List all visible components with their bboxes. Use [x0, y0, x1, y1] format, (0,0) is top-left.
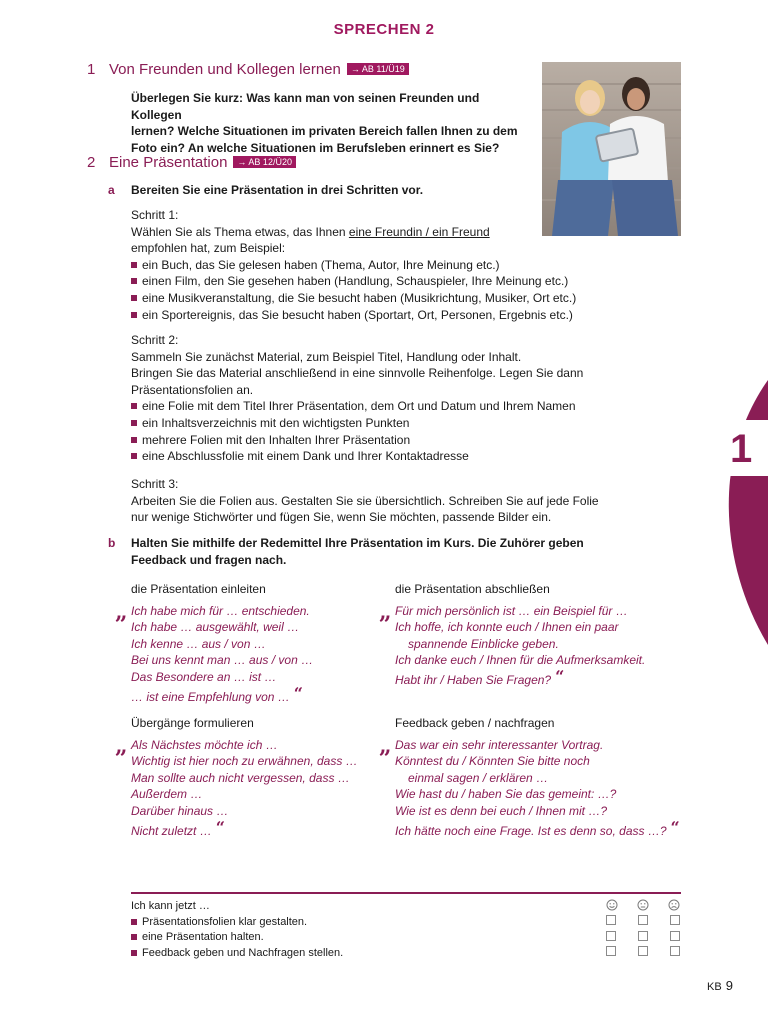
phrase: Ich danke euch / Ihnen für die Aufmerksamkeit. [395, 653, 646, 668]
list-item: Präsentationsfolien klar gestalten. [131, 915, 343, 931]
neutral-face-icon [637, 899, 649, 911]
phrase-group-heading: die Präsentation einleiten [131, 582, 266, 596]
step-1-bullets [131, 257, 601, 323]
phrase: Wichtig ist hier noch zu erwähnen, dass … [131, 754, 358, 769]
checkbox[interactable] [670, 915, 680, 925]
list-item: mehrere Folien mit den Inhalten Ihrer Präsentation [131, 432, 611, 449]
section-1-number: 1 [87, 61, 96, 78]
section-1-heading [87, 62, 409, 79]
list-item: ein Buch, das Sie gelesen haben (Thema, Autor, Ihre Meinung etc.) [131, 257, 601, 274]
quote-open-icon: „ [115, 598, 128, 625]
phrase: Könntest du / Könnten Sie bitte noch [395, 754, 590, 769]
phrase: Wie ist es denn bei euch / Ihnen mit …? [395, 803, 608, 818]
phrase-list [115, 732, 381, 840]
phrase-group-conclude [379, 581, 675, 689]
chapter-tab-shape [725, 380, 768, 645]
smiley-header-row [606, 897, 680, 913]
phrase: Habt ihr / Haben Sie Fragen? [395, 672, 552, 687]
checkbox[interactable] [670, 931, 680, 941]
phrase: einmal sagen / erklären … [408, 770, 549, 785]
step-2: Schritt 2: Sammeln Sie zunächst Material, zum Beispiel Titel, Handlung oder Inhalt. Bringen Sie das Material anschließend in eine sinnvolle Reihenfolge. Legen Sie dann Präsentationsfolien an. eine Folie mit dem Titel Ihrer Präsentation, dem Ort und Datum und Ihrem Namen ein Inhaltsverzeichnis mit den wichtigsten Punkten mehrere Folien mit den Inhalten Ihrer Präsentation eine Abschlussfolie mit einem Dank und Ihrer Kontaktadresse [131, 332, 611, 465]
phrase: … ist eine Empfehlung von … [131, 689, 290, 704]
section-1-title: Von Freunden und Kollegen lernen [109, 61, 341, 78]
list-item: eine Abschlussfolie mit einem Dank und Ihrer Kontaktadresse [131, 448, 611, 465]
can-do-list [131, 899, 343, 961]
task-b-letter: b [108, 536, 116, 550]
page-title: SPRECHEN 2 [333, 21, 435, 38]
phrase: Wie hast du / haben Sie das gemeint: …? [395, 787, 617, 802]
task-b-instruction: Halten Sie mithilfe der Redemittel Ihre Präsentation im Kurs. Die Zuhörer geben Feedback und fragen nach. [131, 536, 584, 567]
quote-close-icon: “ [555, 666, 565, 686]
phrase-list [115, 598, 381, 706]
quote-close-icon: “ [293, 683, 303, 703]
phrase: spannende Einblicke geben. [408, 636, 559, 651]
phrase: Als Nächstes möchte ich … [131, 737, 278, 752]
phrase: Ich habe … ausgewählt, weil … [131, 620, 300, 635]
section-1-text: Überlegen Sie kurz: Was kann man von seinen Freunden und Kollegen lernen? Welche Situationen im privaten Bereich fallen Ihnen zu dem Foto ein? An welche Situationen im Berufsleben erinnert es Sie? [131, 91, 518, 155]
step-1 [131, 207, 601, 323]
list-item: einen Film, den Sie gesehen haben (Handlung, Schauspieler, Ihre Meinung etc.) [131, 273, 601, 290]
quote-open-icon: „ [379, 732, 392, 759]
phrase-group-transitions [115, 715, 381, 839]
checkbox[interactable] [606, 946, 616, 956]
list-item: eine Musikveranstaltung, die Sie besucht haben (Musikrichtung, Musiker, Ort etc.) [131, 290, 601, 307]
section-2-heading [87, 155, 296, 172]
sad-face-icon [668, 899, 680, 911]
quote-close-icon: “ [215, 817, 225, 837]
phrase: Für mich persönlich ist … ein Beispiel für … [395, 603, 628, 618]
phrase-group-introduce [115, 581, 381, 705]
can-do-intro: Ich kann jetzt … [131, 900, 210, 912]
phrase: Außerdem … [131, 787, 203, 802]
list-item: ein Sportereignis, das Sie besucht haben (Sportart, Ort, Personen, Ergebnis etc.) [131, 307, 601, 324]
list-item: eine Präsentation halten. [131, 930, 343, 946]
list-item: eine Folie mit dem Titel Ihrer Präsentation, dem Ort und Datum und Ihrem Namen [131, 398, 611, 415]
chapter-number: 1 [730, 427, 753, 471]
step-2-title: Schritt 2: [131, 333, 179, 347]
section-2-number: 2 [87, 154, 96, 171]
section-1-ref-badge: → AB 11/Ü19 [347, 63, 409, 75]
section-2-ref-badge: → AB 12/Ü20 [233, 156, 296, 168]
step-1-line-1: Wählen Sie als Thema etwas, das Ihnen eine Freundin / ein Freund [131, 224, 490, 239]
checkbox[interactable] [670, 946, 680, 956]
phrase: Das Besondere an … ist … [131, 669, 277, 684]
checkbox[interactable] [638, 915, 648, 925]
quote-open-icon: „ [115, 732, 128, 759]
phrase: Das war ein sehr interessanter Vortrag. [395, 737, 604, 752]
phrase: Bei uns kennt man … aus / von … [131, 653, 314, 668]
phrase: Ich hätte noch eine Frage. Ist es denn so, dass …? [395, 823, 667, 838]
checkbox[interactable] [638, 946, 648, 956]
phrase: Ich habe mich für … entschieden. [131, 603, 310, 618]
phrase-group-feedback [379, 715, 685, 839]
quote-close-icon: “ [670, 817, 680, 837]
section-2-title: Eine Präsentation [109, 154, 228, 171]
step-2-bullets [131, 398, 611, 464]
quote-open-icon: „ [379, 598, 392, 625]
phrase-list [379, 598, 675, 689]
checkbox[interactable] [638, 931, 648, 941]
underlined-term: eine Freundin / ein Freund [348, 224, 490, 239]
step-3: Schritt 3: Arbeiten Sie die Folien aus. Gestalten Sie sie übersichtlich. Schreiben Sie auf jede Folie nur wenige Stichwörter und fügen Sie, wenn Sie möchten, passende Bilder ein. [131, 476, 621, 526]
phrase-list [379, 732, 685, 840]
phrase: Nicht zuletzt … [131, 823, 212, 838]
can-do-divider [131, 892, 681, 894]
phrase: Ich kenne … aus / von … [131, 636, 266, 651]
checkbox[interactable] [606, 931, 616, 941]
phrase-group-heading: Feedback geben / nachfragen [395, 716, 555, 730]
step-3-title: Schritt 3: [131, 477, 179, 491]
phrase: Ich hoffe, ich konnte euch / Ihnen ein paar [395, 620, 619, 635]
checkbox-row [606, 928, 680, 944]
checkbox-row [606, 913, 680, 929]
list-item: Feedback geben und Nachfragen stellen. [131, 946, 343, 962]
checkbox[interactable] [606, 915, 616, 925]
task-a-instruction: Bereiten Sie eine Präsentation in drei Schritten vor. [131, 183, 424, 197]
task-a-letter: a [108, 183, 115, 197]
chapter-tab [725, 380, 768, 645]
footer-label: KB [707, 981, 722, 993]
step-1-line-2: empfohlen hat, zum Beispiel: [131, 241, 286, 256]
happy-face-icon [606, 899, 618, 911]
step-1-title: Schritt 1: [131, 208, 179, 222]
page-number: 9 [725, 978, 733, 993]
page-footer [707, 978, 733, 996]
phrase-group-heading: Übergänge formulieren [131, 716, 254, 730]
phrase: Man sollte auch nicht vergessen, dass … [131, 770, 350, 785]
phrase: Darüber hinaus … [131, 803, 229, 818]
checkbox-row [606, 944, 680, 960]
list-item: ein Inhaltsverzeichnis mit den wichtigsten Punkten [131, 415, 611, 432]
phrase-group-heading: die Präsentation abschließen [395, 582, 550, 596]
self-assessment-grid [606, 897, 681, 959]
